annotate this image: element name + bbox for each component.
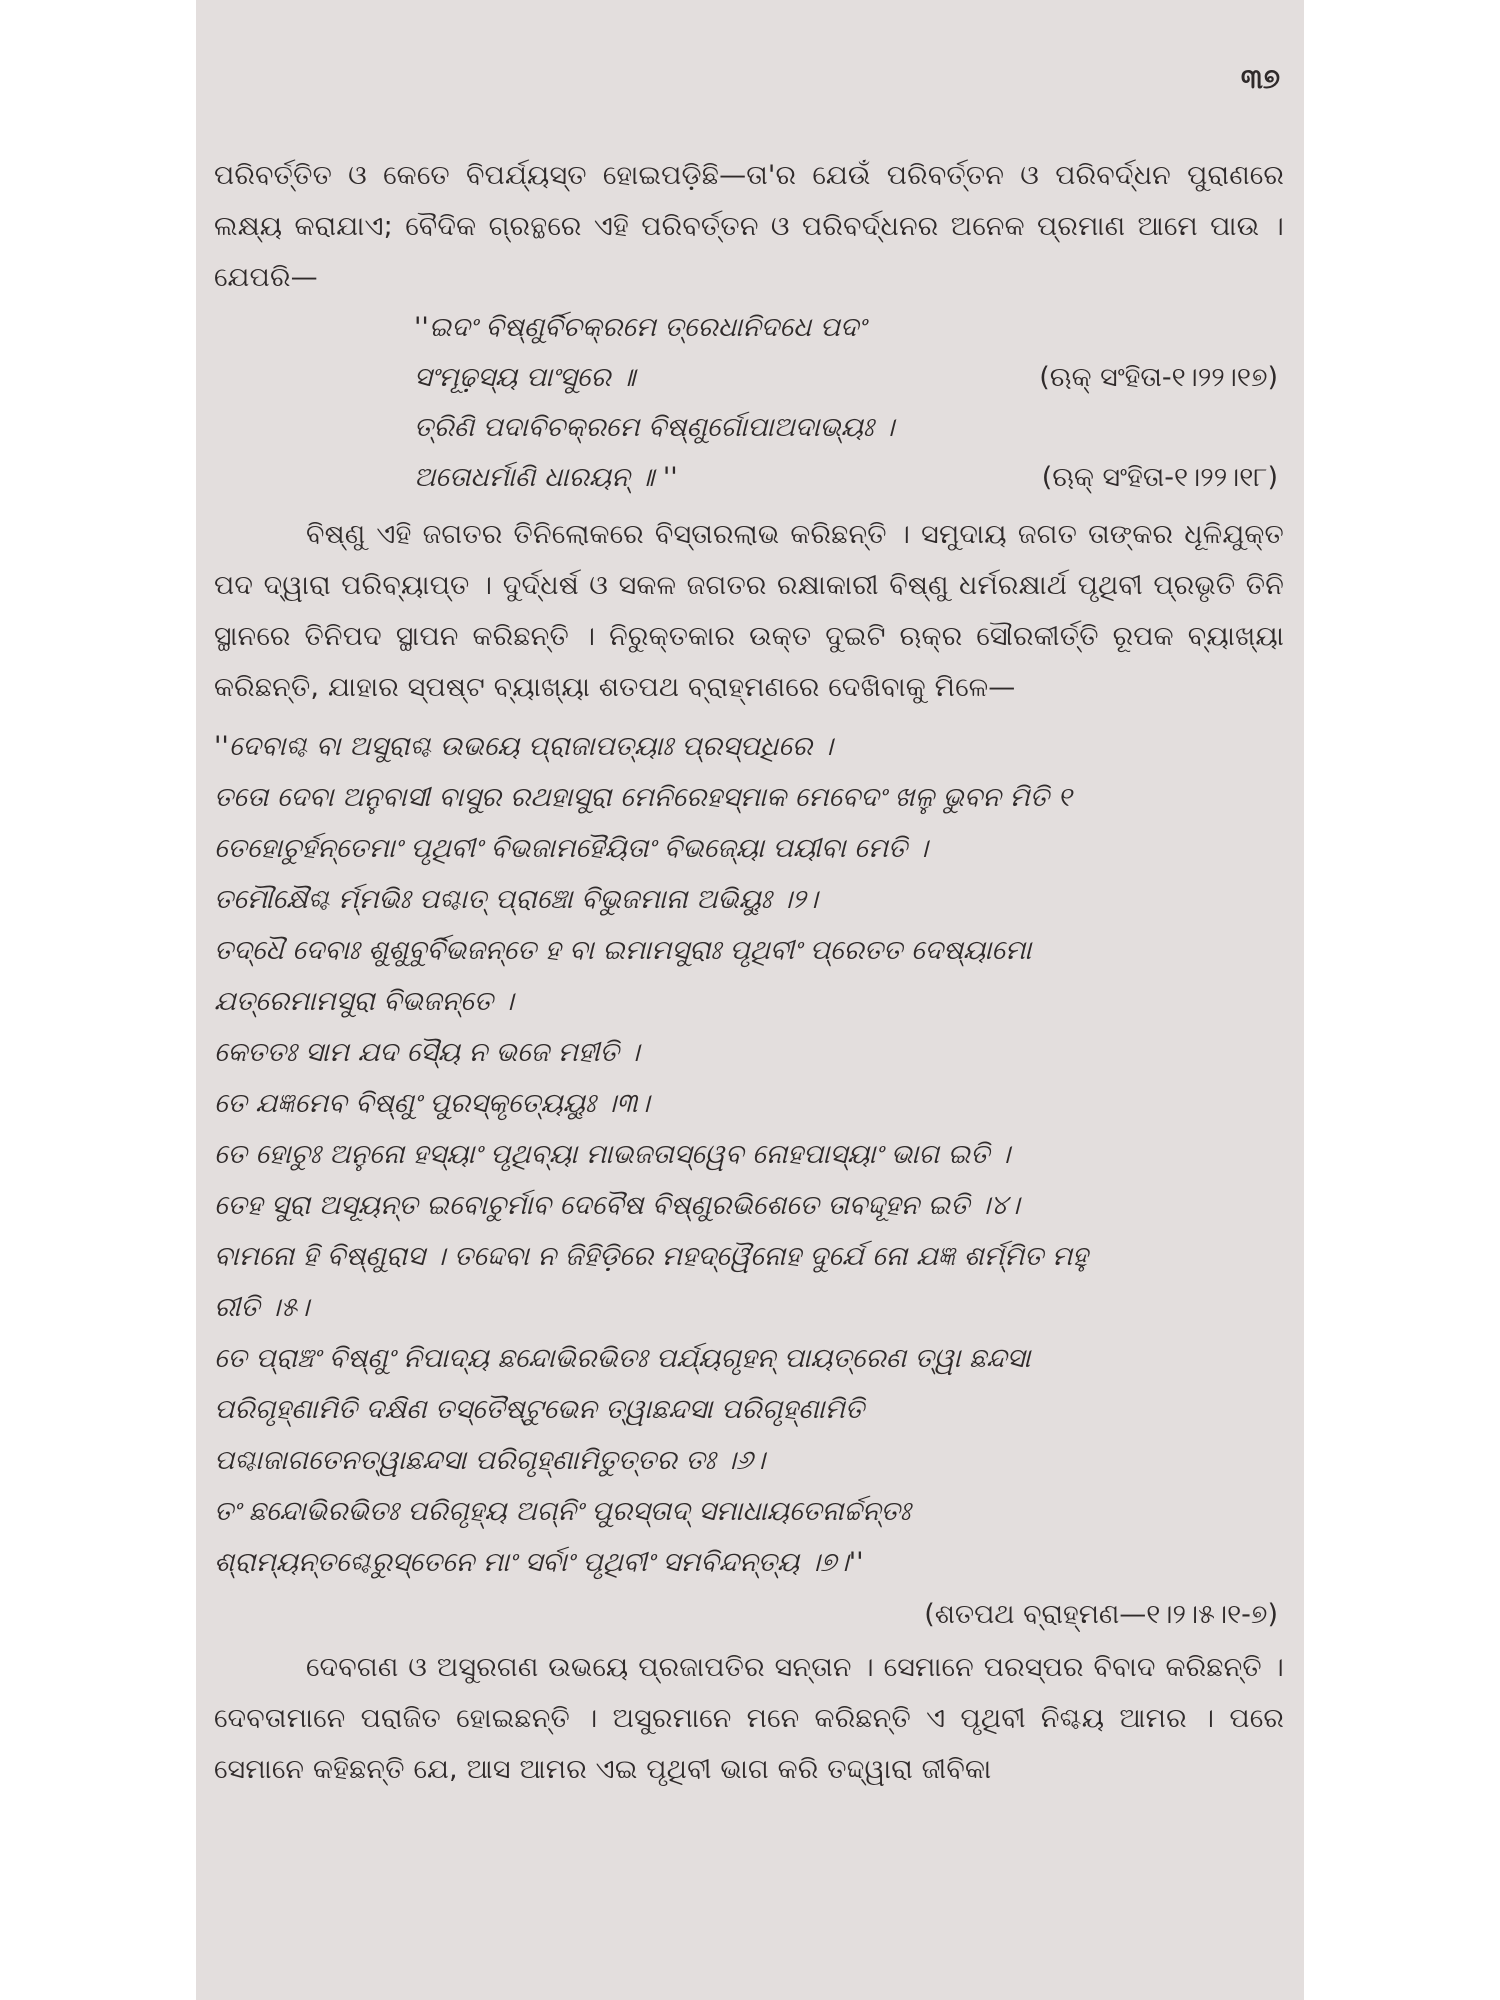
verse-line-with-ref <box>414 353 1284 403</box>
quote-line: ତେ ପ୍ରାଞ୍ଚଂ ବିଷ୍ଣୁଂ ନିପାଦ୍ୟ ଛନ୍ଦୋଭିରଭିତଃ ପର୍ଯ୍ୟଗୃହନ୍ ପାୟତ୍ରେଣ ତ୍ୱା ଛନ୍ଦସା <box>214 1343 1031 1374</box>
quote-line: ପରିଗୃହ୍ଣାମିତି ଦକ୍ଷିଣ ତସ୍ତୈଷ୍ଟୁଭେନ ତ୍ୱାଛନ୍ଦସା ପରିଗୃହ୍ଣାମିତି <box>214 1394 865 1425</box>
shatapatha-quote-block <box>214 721 1284 1642</box>
rigveda-verse-block <box>214 303 1284 503</box>
quote-line: ଶ୍ରାମ୍ୟନ୍ତଶ୍ଚେରୁସ୍ତେନେ ମାଂ ସର୍ବାଂ ପୃଥିବୀଂ ସମବିନ୍ଦନ୍ତ୍ୟ ।୭।'' <box>214 1547 864 1578</box>
quote-line: ବାମନୋ ହି ବିଷ୍ଣୁରାସ । ତଦ୍ଦେବା ନ ଜିହିଡ଼ିରେ ମହଦ୍ୱୈନୋହ ଦୁର୍ଯେ ନୋ ଯଜ୍ଞ ଶର୍ମ୍ମିତ ମହୁ <box>214 1241 1088 1272</box>
verse-line: ''ଇଦଂ ବିଷ୍ଣୁର୍ବିଚକ୍ରମେ ତ୍ରେଧାନିଦଧେ ପଦଂ <box>414 312 866 343</box>
quote-line: ତେ ଯଜ୍ଞମେବ ବିଷ୍ଣୁଂ ପୁରସ୍କୃତ୍ୟେୟୁଃ ।୩। <box>214 1088 650 1119</box>
quote-line: ତତୋ ଦେବା ଅନୁବାସୀ ବାସୁର ରଥହାସୁରା ମେନିରେହସ୍ମାକ ମେବେଦଂ ଖଳୁ ଭୁବନ ମିତି ୧ <box>214 782 1072 813</box>
quote-line: ତେହୋଚୁର୍ହନ୍ତେମାଂ ପୃଥିବୀଂ ବିଭଜାମହୈୟିତାଂ ବିଭଜ୍ୟୋ ପୟୀବା ମେତି । <box>214 833 928 864</box>
paragraph-devas-asuras: ଦେବଗଣ ଓ ଅସୁରଗଣ ଉଭୟେ ପ୍ରଜାପତିର ସନ୍ତାନ । ସେମାନେ ପରସ୍ପର ବିବାଦ କରିଛନ୍ତି । ଦେବତାମାନେ ପରାଜିତ ହୋଇଛନ୍ତି । ଅସୁରମାନେ ମନେ କରିଛନ୍ତି ଏ ପୃଥିବୀ ନିଶ୍ଚୟ ଆମର । ପରେ ସେମାନେ କହିଛନ୍ତି ଯେ, ଆସ ଆମର ଏଇ ପୃଥିବୀ ଭାଗ କରି ତଦ୍ଦ୍ୱାରା ଜୀବିକା <box>214 1652 1284 1785</box>
quote-line: ପଶ୍ଚାଜାଗତେନତ୍ୱାଛନ୍ଦସା ପରିଗୃହ୍ଣାମିତୁତ୍ତର ତଃ ।୬। <box>214 1445 766 1476</box>
quote-line: ତେ ହୋଚୁଃ ଅନୁନୋ ହସ୍ୟାଂ ପୃଥିବ୍ୟା ମାଭଜତାସ୍ୱେବ ନୋହପାସ୍ୟାଂ ଭାଗ ଇତି । <box>214 1139 1011 1170</box>
verse-reference: (ଋକ୍ ସଂହିତା-୧।୨୨।୧୭) <box>1039 362 1278 393</box>
quote-line: ''ଦେବାଶ୍ଚ ବା ଅସୁରାଶ୍ଚ ଉଭୟେ ପ୍ରାଜାପତ୍ୟାଃ ପ୍ରସ୍ପଧିରେ । <box>214 731 833 762</box>
quote-line: ତମୌକ୍ଷୈଶ୍ଚ ର୍ମ୍ମଭିଃ ପଶ୍ଚାତ୍ ପ୍ରାଞ୍ଚୋ ବିଭୁଜମାନା ଅଭିୟୁଃ ।୨। <box>214 884 818 915</box>
quote-line: ଯତ୍ରେମାମସୁରା ବିଭଜନ୍ତେ । <box>214 986 514 1017</box>
verse-text: ଅତୋଧର୍ମାଣି ଧାରୟନ୍ ॥ '' <box>414 462 678 493</box>
quote-line: ତଂ ଛନ୍ଦୋଭିରଭିତଃ ପରିଗୃହ୍ୟ ଅଗ୍ନିଂ ପୁରସ୍ତାଦ୍ ସମାଧାୟତେନାର୍ଚ୍ଚନ୍ତଃ <box>214 1496 911 1527</box>
verse-reference: (ଋକ୍ ସଂହିତା-୧।୨୨।୧୮) <box>1041 462 1278 493</box>
verse-text: ସଂମୂଢ଼ସ୍ୟ ପାଂସୁରେ ॥ <box>414 362 636 393</box>
paragraph-vishnu: ବିଷ୍ଣୁ ଏହି ଜଗତର ତିନିଲୋକରେ ବିସ୍ତାରଲାଭ କରିଛନ୍ତି । ସମୁଦାୟ ଜଗତ ତାଙ୍କର ଧୂଳିଯୁକ୍ତ ପଦ ଦ୍ୱାରା ପରିବ୍ୟାପ୍ତ । ଦୁର୍ଦ୍ଧର୍ଷ ଓ ସକଳ ଜଗତର ରକ୍ଷାକାରୀ ବିଷ୍ଣୁ ଧର୍ମରକ୍ଷାର୍ଥ ପୃଥିବୀ ପ୍ରଭୃତି ତିନି ସ୍ଥାନରେ ତିନିପଦ ସ୍ଥାପନ କରିଛନ୍ତି । ନିରୁକ୍ତକାର ଉକ୍ତ ଦୁଇଟି ଋକ୍‌ର ସୌରକୀର୍ତ୍ତି ରୂପକ ବ୍ୟାଖ୍ୟା କରିଛନ୍ତି, ଯାହାର ସ୍ପଷ୍ଟ ବ୍ୟାଖ୍ୟା ଶତପଥ ବ୍ରାହ୍ମଣରେ ଦେଖିବାକୁ ମିଳେ— <box>214 519 1284 703</box>
verse-line: ତ୍ରିଣି ପଦାବିଚକ୍ରମେ ବିଷ୍ଣୁର୍ଗୋପାଅଦାଭ୍ୟଃ । <box>414 412 895 443</box>
quote-line: ତଦ୍ଧୈ ଦେବାଃ ଶୁଶୁବୁର୍ବିଭଜନ୍ତେ ହ ବା ଇମାମସୁରାଃ ପୃଥିବୀଂ ପ୍ରେତତ ଦେଷ୍ୟାମୋ <box>214 935 1032 966</box>
quote-line: କେତତଃ ସାମ ଯଦ ସ୍ୟୈ ନ ଭଜେ ମହୀତି । <box>214 1037 640 1068</box>
page-content <box>214 150 1284 1795</box>
quote-reference: (ଶତପଥ ବ୍ରାହ୍ମଣ—୧।୨।୫।୧-୭) <box>924 1599 1278 1630</box>
quote-line: ରୀତି ।୫। <box>214 1292 310 1323</box>
verse-line-with-ref <box>414 453 1284 503</box>
book-page <box>196 0 1304 2000</box>
quote-line: ତେହ ସୁରା ଅସୂୟନ୍ତ ଇବୋଚୁର୍ମାବ ଦେବୈଷ ବିଷ୍ଣୁରଭିଶେତେ ତାବଦ୍ଦୂହନ ଇତି ।୪। <box>214 1190 1020 1221</box>
paragraph-intro: ପରିବର୍ତ୍ତିତ ଓ କେତେ ବିପର୍ଯ୍ୟସ୍ତ ହୋଇପଡ଼ିଛି—ତା'ର ଯେଉଁ ପରିବର୍ତ୍ତନ ଓ ପରିବର୍ଦ୍ଧନ ପୁରାଣରେ ଲକ୍ଷ୍ୟ କରାଯାଏ; ବୈଦିକ ଗ୍ରନ୍ଥରେ ଏହି ପରିବର୍ତ୍ତନ ଓ ପରିବର୍ଦ୍ଧନର ଅନେକ ପ୍ରମାଣ ଆମେ ପାଉ । ଯେପରି— <box>214 160 1284 293</box>
page-number: ୩୭ <box>1240 62 1280 95</box>
